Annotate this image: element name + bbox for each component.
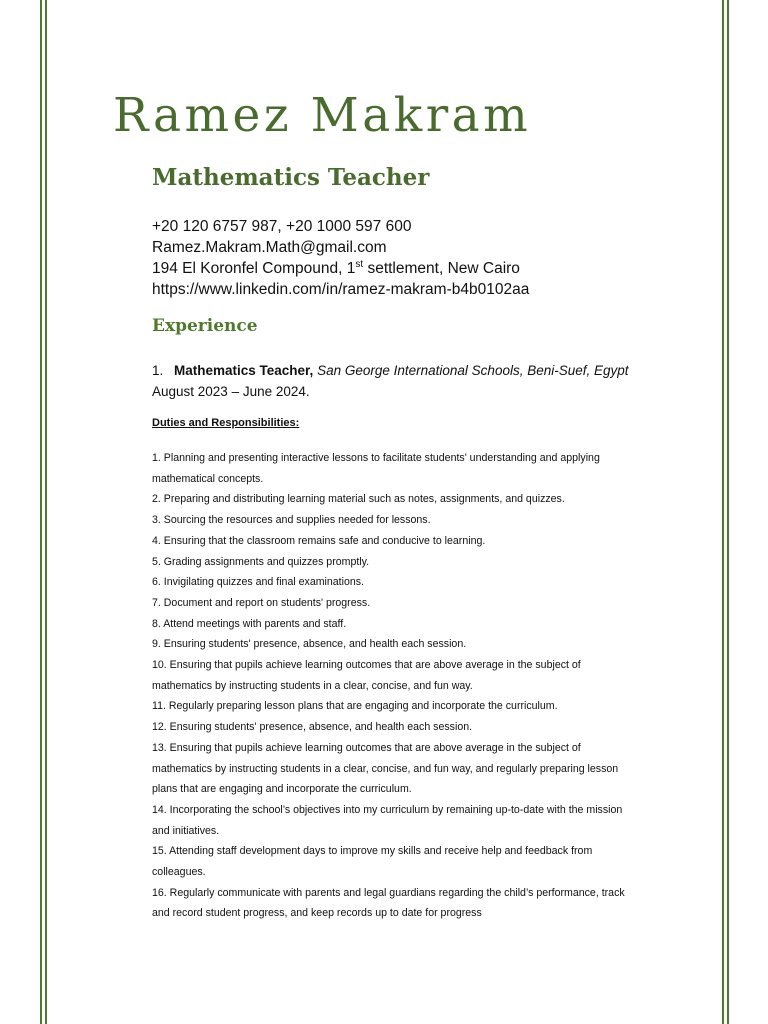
address-prefix: 194 El Koronfel Compound, 1 [152,260,356,277]
job-dates: August 2023 – June 2024. [152,384,310,399]
duty-item: 13. Ensuring that pupils achieve learning outcomes that are above average in the subject of mathematics by instructing students in a clear, concise, and fun way, and regularly preparing lesson plans that are engaging and incorporate the curriculum. [152,741,619,796]
page-border-right-inner [722,0,724,1024]
job-number: 1. [152,363,164,378]
page-border-right-outer [727,0,729,1024]
page-border-left-inner [45,0,47,1024]
duties-list [152,448,642,924]
duty-item: 11. Regularly preparing lesson plans that are engaging and incorporate the curriculum. [152,700,558,713]
duty-item: 12. Ensuring students' presence, absence, and health each session. [152,721,473,734]
contact-linkedin: https://www.linkedin.com/in/ramez-makram-b4b0102aa [152,281,530,298]
duty-item: 1. Planning and presenting interactive lessons to facilitate students' understanding and applying mathematical concepts. [152,452,600,485]
contact-address [152,258,529,279]
job-header-line [152,360,629,381]
resume-title: Mathematics Teacher [152,164,430,191]
address-suffix: settlement, New Cairo [363,260,520,277]
duties-heading: Duties and Responsibilities: [152,417,300,429]
contact-phones: +20 120 6757 987, +20 1000 597 600 [152,218,412,235]
duty-item: 4. Ensuring that the classroom remains safe and conducive to learning. [152,534,486,547]
duty-item: 6. Invigilating quizzes and final examinations. [152,576,364,589]
duty-item: 14. Incorporating the school’s objectives into my curriculum by remaining up-to-date with the mission and initiatives. [152,803,623,837]
job-entry [152,360,629,402]
duty-item: 9. Ensuring students' presence, absence, and health each session. [152,638,467,651]
job-role: Mathematics Teacher, [174,363,314,378]
duty-item: 10. Ensuring that pupils achieve learning outcomes that are above average in the subject of mathematics by instructing students in a clear, concise, and fun way. [152,659,581,692]
duty-item: 15. Attending staff development days to improve my skills and receive help and feedback from colleagues. [152,845,593,879]
resume-name: Ramez Makram [113,88,532,143]
duty-item: 3. Sourcing the resources and supplies needed for lessons. [152,514,431,527]
duty-item: 2. Preparing and distributing learning material such as notes, assignments, and quizzes. [152,493,565,506]
contact-email: Ramez.Makram.Math@gmail.com [152,239,387,256]
contact-block [152,216,529,300]
address-superscript: st [355,259,364,270]
page-border-left-outer [40,0,42,1024]
duty-item: 5. Grading assignments and quizzes promptly. [152,555,370,568]
duty-item: 8. Attend meetings with parents and staff. [152,617,347,630]
job-organization: San George International Schools, Beni-Suef, Egypt [317,363,629,378]
experience-heading: Experience [152,316,258,336]
duty-item: 7. Document and report on students' progress. [152,596,371,609]
duty-item: 16. Regularly communicate with parents and legal guardians regarding the child’s performance, track and record student progress, and keep records up to date for progress [152,886,625,920]
